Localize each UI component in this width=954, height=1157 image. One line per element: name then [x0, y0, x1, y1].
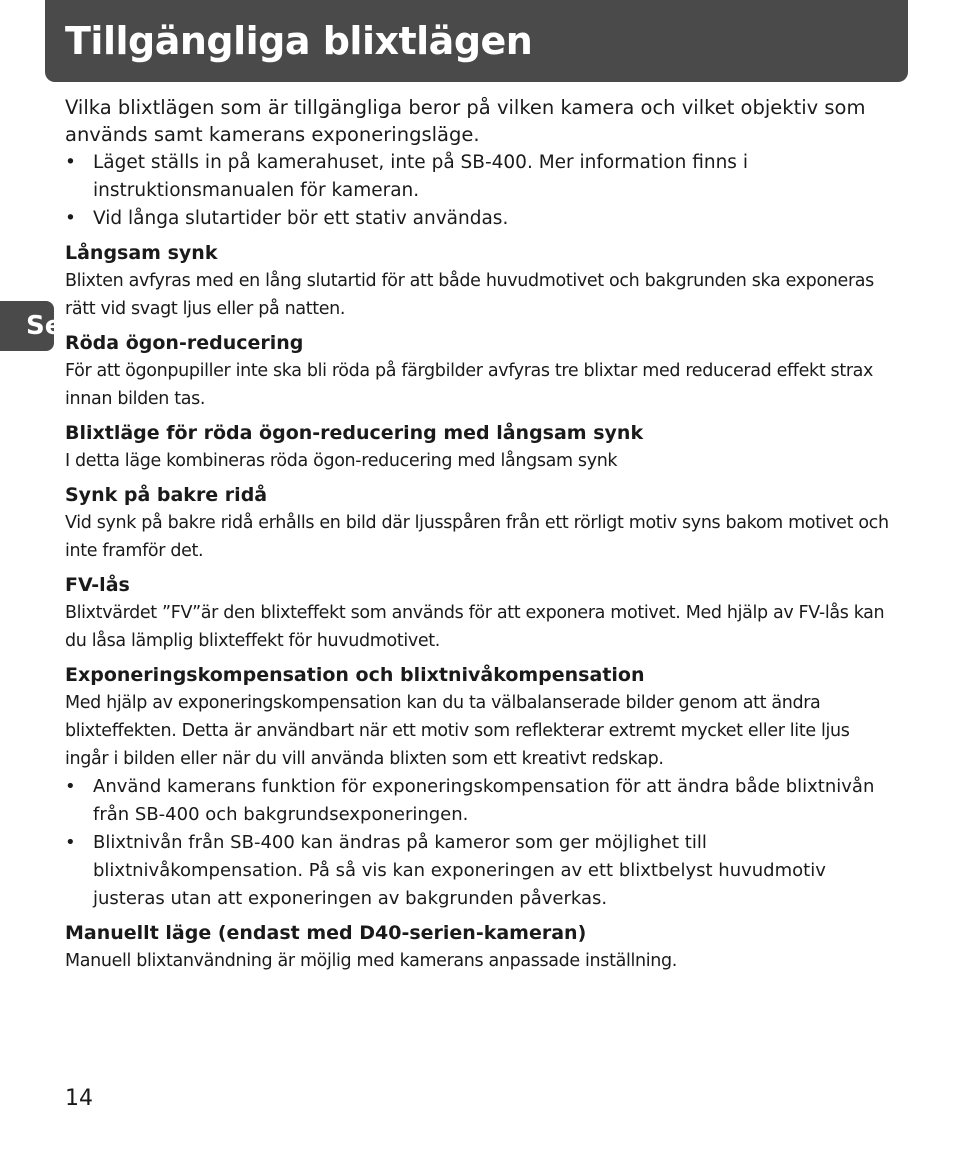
section-heading: Röda ögon-reducering	[65, 332, 304, 354]
bullet-text: Vid långa slutartider bör ett stativ användas.	[93, 208, 509, 229]
language-tab: Se	[0, 301, 54, 351]
bullet-icon: •	[65, 152, 76, 173]
bullet-text: Läget ställs in på kamerahuset, inte på SB-400. Mer information finns i instruktionsmanualen för kameran.	[93, 152, 748, 201]
section-rear-curtain-sync	[65, 481, 890, 565]
section-red-eye-slow-sync	[65, 419, 890, 475]
section-text: I detta läge kombineras röda ögon-reducering med långsam synk	[65, 451, 618, 471]
section-fv-lock	[65, 571, 890, 655]
section-red-eye-reduction	[65, 329, 890, 413]
section-slow-sync	[65, 239, 890, 323]
section-text: Manuell blixtanvändning är möjlig med kamerans anpassade inställning.	[65, 951, 677, 971]
bullet-icon: •	[65, 776, 76, 797]
section-exposure-compensation	[65, 661, 890, 913]
section-text: För att ögonpupiller inte ska bli röda på färgbilder avfyras tre blixtar med reducerad effekt strax innan bilden tas.	[65, 361, 874, 409]
section-manual-mode	[65, 919, 890, 975]
section-heading: FV-lås	[65, 574, 130, 596]
page-number: 14	[65, 1086, 93, 1111]
section-heading: Långsam synk	[65, 242, 218, 264]
page-title: Tillgängliga blixtlägen	[65, 19, 533, 63]
section-bullet-list	[65, 773, 890, 913]
bullet-text: Använd kamerans funktion för exponeringskompensation för att ändra både blixtnivån från SB-400 och bakgrundsexponeringen.	[93, 776, 875, 825]
bullet-text: Blixtnivån från SB-400 kan ändras på kameror som ger möjlighet till blixtnivåkompensation. På så vis kan exponeringen av ett blixtbelyst huvudmotiv justeras utan att exponeringen av bakgrunden påverkas.	[93, 832, 826, 909]
list-item	[65, 205, 890, 233]
list-item	[65, 149, 890, 205]
bullet-icon: •	[65, 208, 76, 229]
section-heading: Exponeringskompensation och blixtnivåkompensation	[65, 664, 645, 686]
intro-bullet-list	[65, 149, 890, 233]
bullet-icon: •	[65, 832, 76, 853]
intro-text: Vilka blixtlägen som är tillgängliga beror på vilken kamera och vilket objektiv som används samt kamerans exponeringsläge.	[65, 96, 866, 146]
section-text: Blixtvärdet ”FV”är den blixteffekt som används för att exponera motivet. Med hjälp av FV-lås kan du låsa lämplig blixteffekt för huvudmotivet.	[65, 603, 885, 651]
section-text: Blixten avfyras med en lång slutartid för att både huvudmotivet och bakgrunden ska exponeras rätt vid svagt ljus eller på natten.	[65, 271, 874, 319]
section-heading: Blixtläge för röda ögon-reducering med långsam synk	[65, 422, 644, 444]
list-item	[65, 773, 890, 829]
section-text: Vid synk på bakre ridå erhålls en bild där ljusspåren från ett rörligt motiv syns bakom motivet och inte framför det.	[65, 513, 889, 561]
section-heading: Manuellt läge (endast med D40-serien-kameran)	[65, 922, 587, 944]
content	[65, 94, 890, 975]
section-heading: Synk på bakre ridå	[65, 484, 268, 506]
list-item	[65, 829, 890, 913]
title-bar	[45, 0, 908, 82]
section-text: Med hjälp av exponeringskompensation kan du ta välbalanserade bilder genom att ändra blixteffekten. Detta är användbart när ett motiv som reflekterar extremt mycket eller lite ljus ingår i bilden eller när du vill använda blixten som ett kreativt redskap.	[65, 693, 850, 769]
